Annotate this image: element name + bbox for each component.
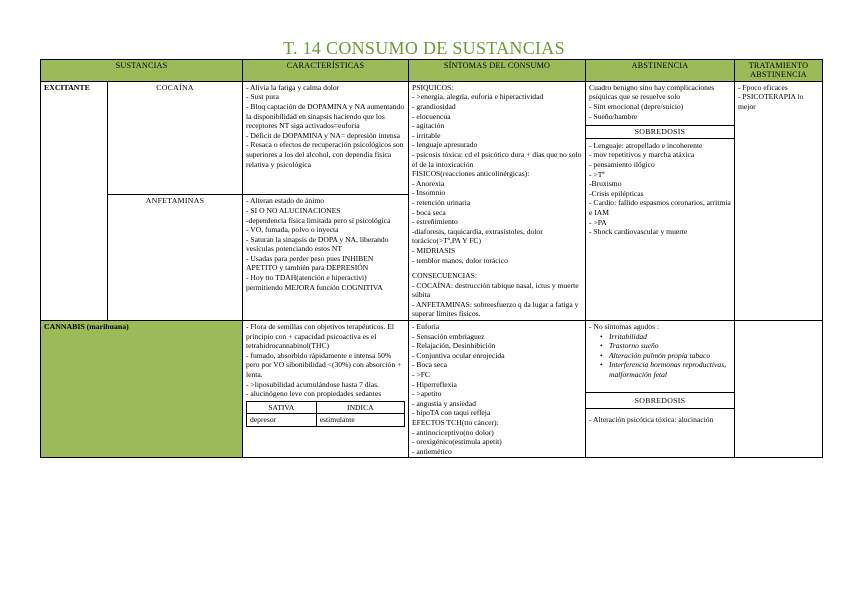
cannabis-sintomas	[409, 321, 586, 458]
list-item: - mov repetitivos y marcha atáxica	[589, 150, 695, 160]
abstinencia-title: - No síntomas agudos :	[589, 322, 660, 332]
list-item: - Sueño/hambre	[589, 111, 638, 121]
list-item: -diaforesis, taquicardia, extrasístoles, dolor torácico(>Tª,PA Y FC)	[412, 226, 543, 246]
header-sustancias: SUSTANCIAS	[41, 60, 243, 82]
list-item: EFECTOS TCH(tto cáncer):	[412, 418, 499, 427]
excitante-tratamiento	[735, 81, 823, 320]
list-item: - Boca seca	[412, 360, 447, 370]
consecuencias-title: CONSECUENCIAS:	[412, 271, 477, 281]
list-item: - estreñimiento	[412, 217, 458, 227]
cannabis-abstinencia	[586, 321, 735, 458]
list-item: - >PA	[589, 217, 607, 227]
list-item: • Irritabilidad	[609, 332, 731, 342]
anfetaminas-caracteristicas	[243, 195, 409, 321]
list-item: - >liposubilidad acumulándose hasta 7 días.	[246, 379, 379, 389]
excitante-abstinencia	[586, 81, 735, 320]
abstinencia-list	[589, 332, 731, 380]
list-item: - Euforia	[412, 322, 440, 332]
header-abstinencia: ABSTINENCIA	[586, 60, 735, 82]
list-item: - elocuencua	[412, 111, 451, 121]
list-item: - Saturan la sinapsis de DOPA y NA, liberando vesículas potenciando estos NT	[246, 234, 389, 254]
list-item: - pensamiento ilógico	[589, 159, 655, 169]
list-item: - MIDRIASIS	[412, 245, 456, 255]
list-item: -dependencia física limitada pero sí psicológica	[246, 215, 391, 225]
list-item: - Conjuntiva ocular enrojecida	[412, 350, 505, 360]
list-item: - COCAÍNA: destrucción tabique nasal, ictus y muerte súbita	[412, 280, 579, 300]
list-item: - Alivia la fatiga y calma dolor	[246, 82, 340, 92]
excitante-sintomas	[409, 81, 586, 320]
list-item: - VO, fumada, polvo o inyecta	[246, 225, 339, 235]
list-item: - Shock cardiovascular y muerte	[589, 227, 688, 237]
list-item: - Anorexia	[412, 178, 445, 188]
list-item: - antiemético	[412, 446, 452, 456]
table-header-row	[41, 60, 823, 82]
list-item: - retención urinaria	[412, 197, 471, 207]
list-item: - SI O NO ALUCINACIONES	[246, 205, 341, 215]
list-item: - >FC	[412, 370, 430, 380]
list-item: - Fpoco eficaces	[738, 82, 788, 92]
list-item: - Resaca o efectos de recuperación psicológicos son superiores a los del alcohol, con dependia física relativa y psicológica	[246, 140, 404, 169]
sativa-indica-table	[246, 401, 405, 427]
list-item: • Alteración pulmón propia tabaco	[609, 351, 731, 361]
list-item: - Alteran estado de ánimo	[246, 196, 325, 206]
list-item: FISICOS(reacciones anticolinérgicas):	[412, 169, 530, 179]
list-item: - Lenguaje: atropellado e incoherente	[589, 140, 703, 150]
list-item: - Relajación, Desinhibición	[412, 341, 496, 351]
list-item: - grandiosidad	[412, 102, 456, 111]
sativa-header: SATIVA	[247, 401, 317, 414]
list-item: - boca seca	[412, 207, 446, 217]
table-row-cocaina	[41, 81, 823, 195]
list-item: • Trastorno sueño	[609, 341, 731, 351]
list-item: - Sínt emocional (depre/suicio)	[589, 102, 684, 111]
header-sintomas: SÍNTOMAS DEL CONSUMO	[409, 60, 586, 82]
list-item: - Usadas para perder peso pues INHIBEN APETITO y también para DEPRESIÓN	[246, 253, 374, 273]
list-item: - angustia y ansiedad	[412, 398, 476, 408]
list-item: - Alteración psicótica tóxica: alucinación	[589, 415, 714, 425]
subcategory-cocaina: COCAÍNA	[108, 81, 243, 195]
substances-table	[40, 59, 823, 458]
list-item: - ANFETAMINAS: sobreesfuerzo q da lugar a fatiga y superar límites físicos.	[412, 299, 579, 319]
list-item: PSIQUICOS:	[412, 82, 454, 92]
page-title: T. 14 CONSUMO DE SUSTANCIAS	[283, 38, 565, 58]
list-item: - Insomnio	[412, 188, 446, 198]
list-item: - lenguaje apresurado	[412, 140, 478, 150]
cannabis-tratamiento	[735, 321, 823, 458]
list-item: - Hoy tto TDAH(atención e hiperactivi) permitiendo MEJORA función COGNITIVA	[246, 273, 383, 292]
list-item: - Flora de semillas con objetivos terapéuticos. El principio con + capacidad psicoactiva es el tetrahidrocannabinol(THC)	[246, 322, 395, 351]
list-item: - Cardio: fallido espasmos coronarios, arritmia e IAM	[589, 198, 731, 217]
category-cannabis: CANNABIS (marihuana)	[41, 321, 243, 458]
list-item: - Bloq captación de DOPAMINA y NA aumentando la disponibilidad en sinapsis haciendo que los receptores NT siga activados=euforia	[246, 102, 405, 131]
sobredosis-heading: SOBREDOSIS	[586, 125, 734, 139]
table-row-cannabis	[41, 321, 823, 458]
category-excitante: EXCITANTE	[41, 81, 108, 320]
list-item: - psicosis tóxica: cd el psicótico dura + días que no solo el de la intoxicación	[412, 149, 582, 169]
list-item: • Interferencia hormonas reproductivas, malformación fetal	[609, 360, 731, 379]
indica-header: INDICA	[316, 401, 404, 414]
list-item: - agitación	[412, 121, 445, 131]
cannabis-caracteristicas	[243, 321, 409, 458]
subcategory-anfetaminas: ANFETAMINAS	[108, 195, 243, 321]
list-item: -Crisis epilépticas	[589, 188, 644, 198]
header-tratamiento: TRATAMIENTO ABSTINENCIA	[735, 60, 823, 82]
list-item: - antinociceptivo(no dolor)	[412, 427, 494, 437]
list-item: - alucinógeno leve con propiedades sedantes	[246, 389, 382, 399]
list-item: - Hiperreflexia	[412, 379, 457, 389]
list-item: - Sust pura	[246, 92, 279, 102]
list-item: - Sensación embriaguez	[412, 331, 485, 341]
sobredosis-heading: SOBREDOSIS	[586, 392, 734, 410]
list-item: - irritable	[412, 130, 441, 140]
list-item: - >Tª	[589, 169, 605, 179]
list-item: - PSICOTERAPIA lo mejor	[738, 92, 804, 111]
cocaina-caracteristicas	[243, 81, 409, 195]
list-item: - Déficit de DOPAMINA y NA= depresión intensa	[246, 130, 400, 140]
list-item: - fumado, absorbido rápidamente e intensa 50% pero por VO sibonibilidad <(30%) con absorción + lenta.	[246, 350, 402, 380]
sativa-value: depresor	[247, 414, 317, 427]
indica-value: estimulante	[316, 414, 404, 427]
list-item: -Bruxismo	[589, 179, 622, 189]
list-item: Cuadro benigno sino hay complicaciones psíquicas que se resuelve solo	[589, 82, 715, 102]
list-item: - hipoTA con taqui refleja	[412, 408, 491, 418]
list-item: - orexigénico(estimula apetit)	[412, 437, 502, 447]
list-item: - >apetito	[412, 389, 442, 399]
list-item: - temblor manos, dolor torácico	[412, 255, 508, 265]
list-item: - >energía, alegría, euforia e hiperactividad	[412, 92, 544, 102]
header-caracteristicas: CARACTERÍSTICAS	[243, 60, 409, 82]
